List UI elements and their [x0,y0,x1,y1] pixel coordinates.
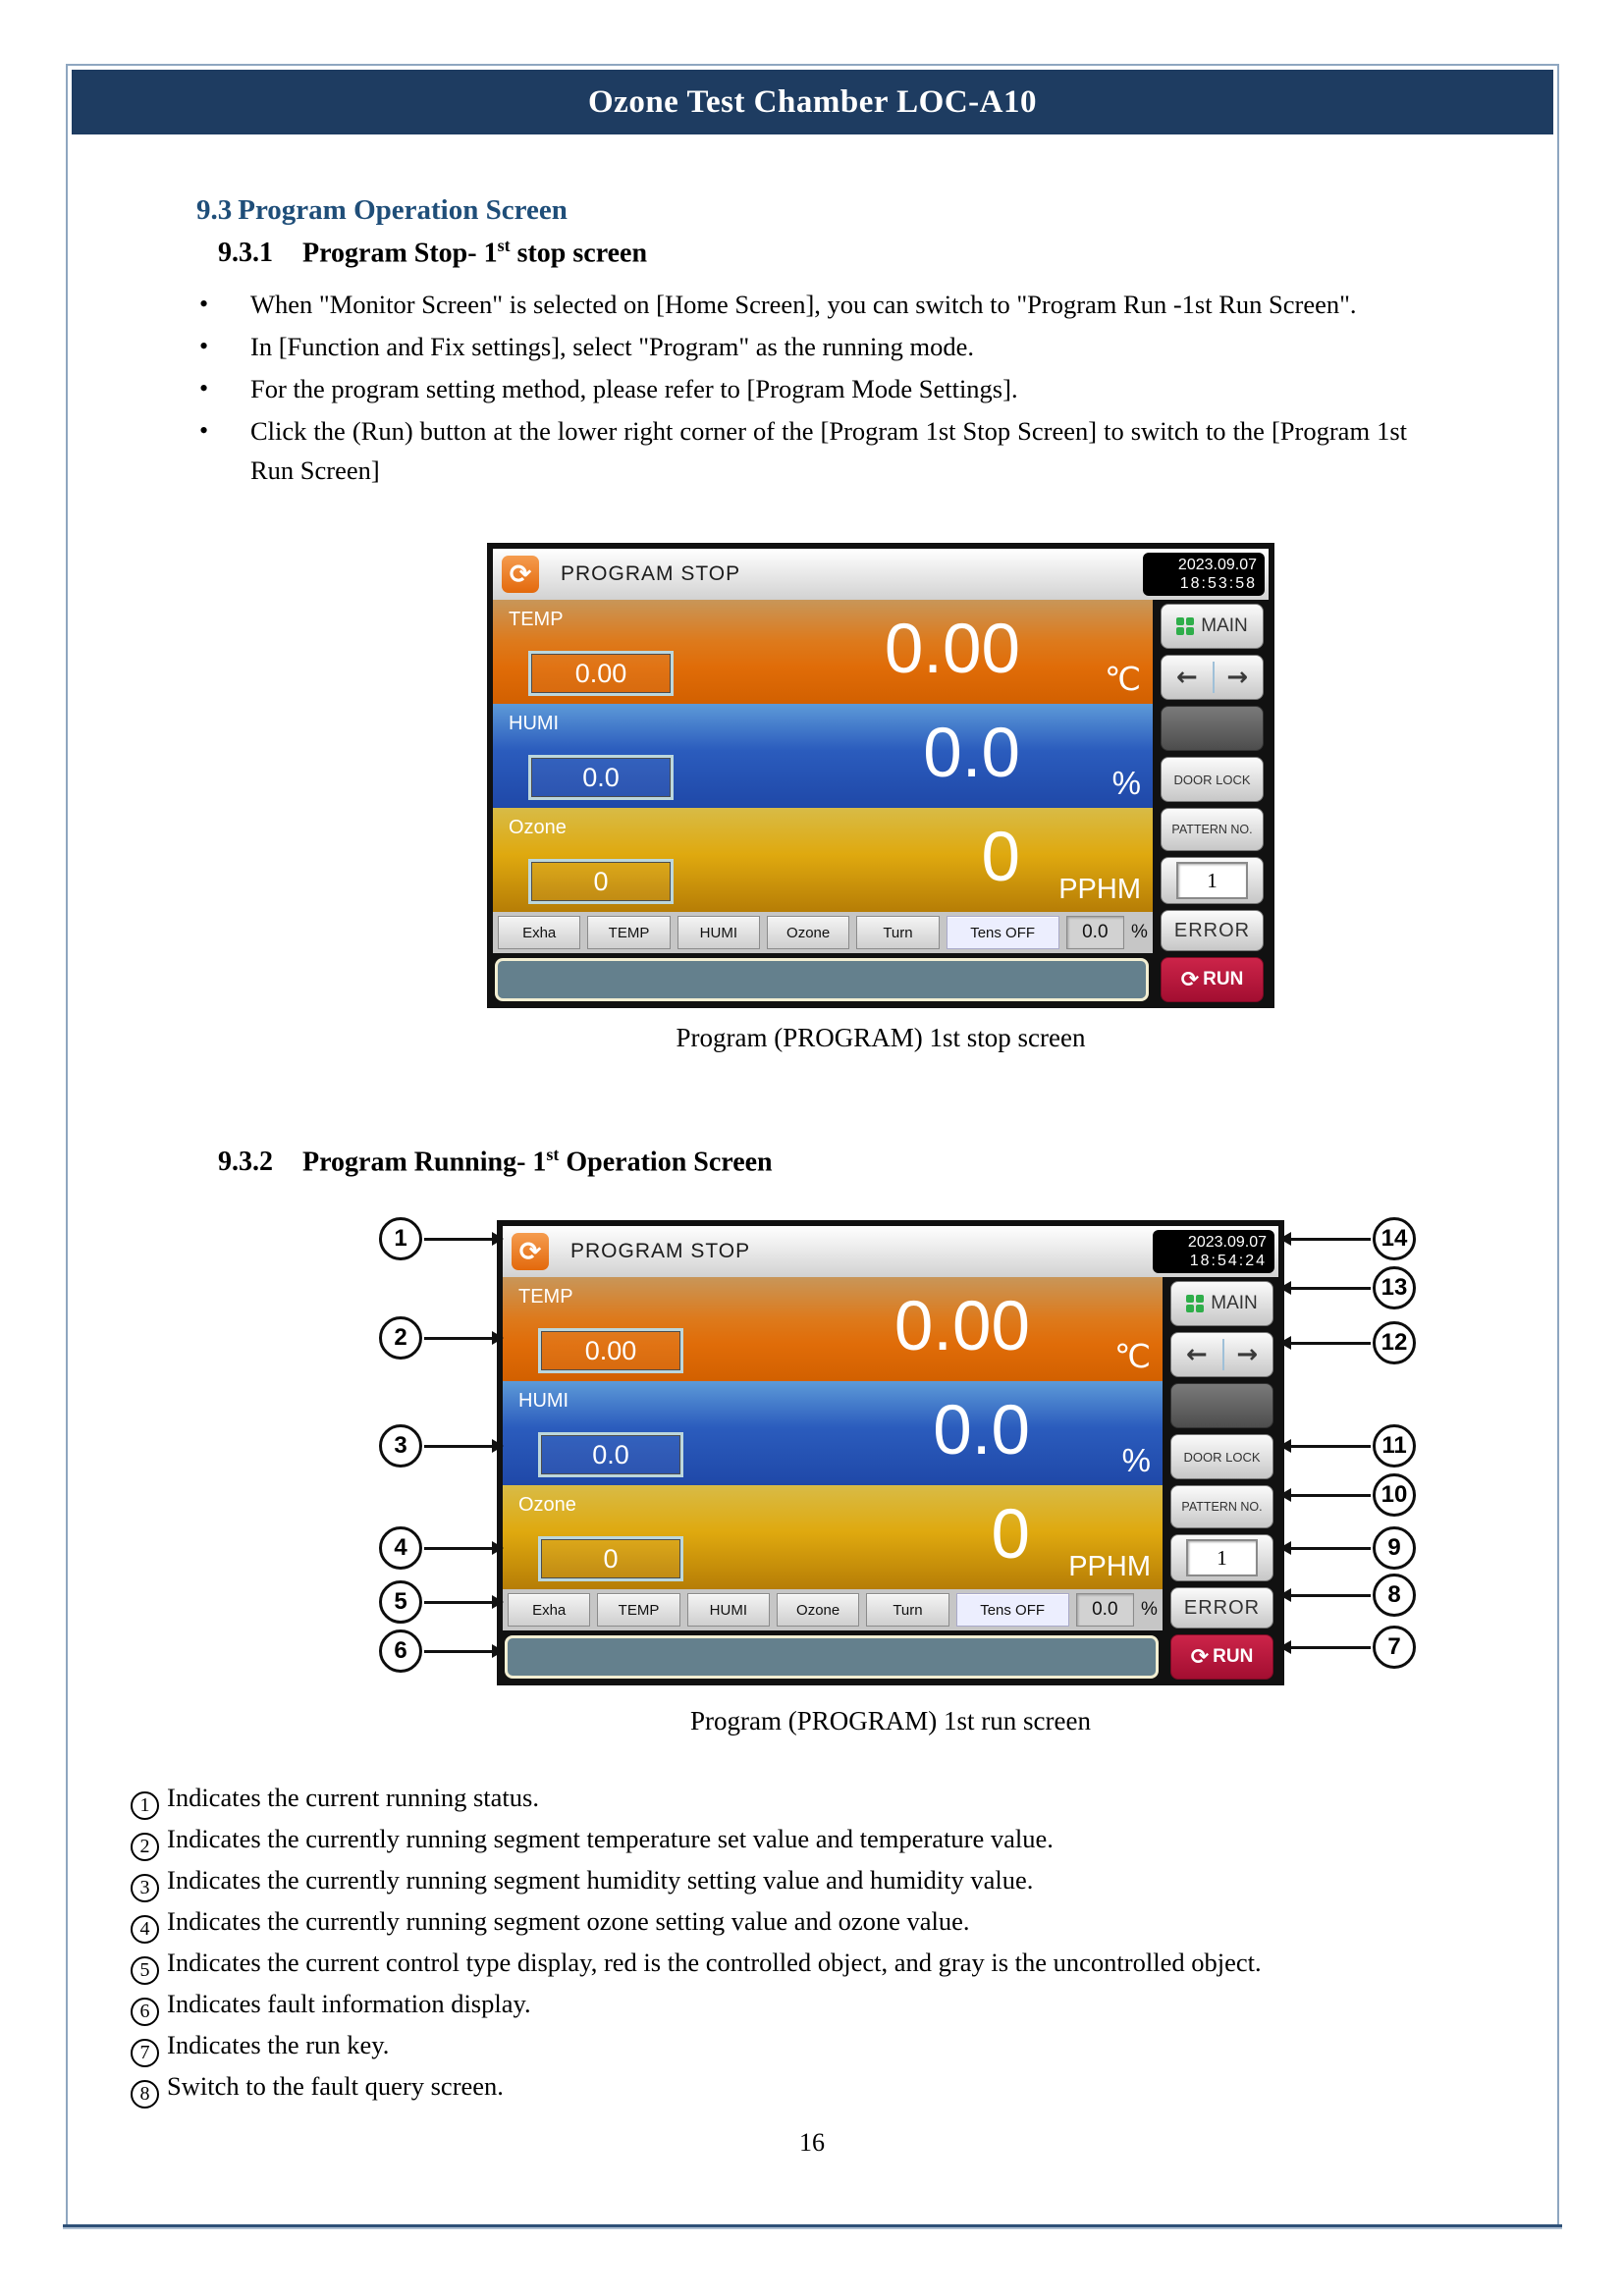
callout-7: 7 [1373,1626,1416,1669]
callout-1: 1 [379,1217,422,1260]
main-grid-icon [1176,617,1194,635]
callout-8: 8 [1373,1574,1416,1617]
note-2: 2 Indicates the currently running segment temperature set value and temperature value. [131,1820,1407,1861]
tens-off-button[interactable]: Tens OFF [947,916,1059,949]
tens-unit: % [1141,1599,1158,1620]
page-arrows-button[interactable] [1161,655,1264,700]
main-grid-icon [1186,1295,1204,1312]
bullet-marker: • [199,374,209,402]
temp-setpoint-box[interactable]: 0.00 [528,651,674,696]
date-text: 2023.09.07 [1187,1234,1267,1251]
right-arrow-icon[interactable]: → [1226,663,1249,692]
callout-6: 6 [379,1629,422,1673]
datetime-display [1143,553,1265,596]
stop-screen-caption: Program (PROGRAM) 1st stop screen [676,1023,1086,1052]
ozone-button[interactable]: Ozone [767,916,849,949]
callout-arrow [1290,1646,1371,1649]
ozone-label: Ozone [518,1494,576,1516]
refresh-icon: ⟳ [502,556,539,593]
main-button[interactable]: MAIN [1170,1281,1273,1326]
note-4: 4 Indicates the currently running segment ozone setting value and ozone value. [131,1902,1407,1944]
run-icon: ⟳ [1180,967,1200,992]
humi-setpoint-box[interactable]: 0.0 [528,755,674,800]
list-item: • Click the (Run) button at the lower right corner of the [Program 1st Stop Screen] to switch to the [Program 1st Run Screen] [199,411,1407,490]
callout-arrow [1290,1494,1371,1497]
program-stop-screenshot [487,543,1274,1008]
door-lock-button[interactable]: DOOR LOCK [1170,1434,1273,1479]
control-type-strip [503,1589,1163,1630]
note-5: 5 Indicates the current control type display, red is the controlled object, and gray is the uncontrolled object. [131,1944,1407,1985]
blank-button [1161,706,1264,751]
temp-band [493,600,1153,704]
page-header-banner [72,70,1553,134]
callout-notes-list [131,1779,1407,2109]
list-item: • For the program setting method, please refer to [Program Mode Settings]. [199,369,1407,408]
ozone-setpoint-box[interactable]: 0 [538,1536,683,1581]
callout-3: 3 [379,1424,422,1468]
callout-arrow [1290,1445,1371,1448]
time-text: 18:53:58 [1179,575,1257,592]
humi-label: HUMI [509,713,560,734]
humi-value: 0.0 [923,715,1020,793]
section-9-3-heading: 9.3 Program Operation Screen [196,194,568,226]
note-3: 3 Indicates the currently running segment humidity setting value and humidity value. [131,1861,1407,1902]
callout-5: 5 [379,1580,422,1624]
ozone-band [503,1485,1163,1589]
note-6: 6 Indicates fault information display. [131,1985,1407,2026]
ozone-unit: PPHM [1068,1551,1151,1582]
callout-arrow [424,1337,493,1340]
temp-button[interactable]: TEMP [597,1593,679,1627]
callout-9: 9 [1373,1526,1416,1570]
exha-button[interactable]: Exha [508,1593,590,1627]
humi-value: 0.0 [933,1392,1030,1470]
temp-label: TEMP [509,609,564,630]
error-button[interactable]: ERROR [1161,910,1264,951]
humi-unit: % [1111,765,1141,801]
turn-button[interactable]: Turn [856,916,939,949]
bullet-marker: • [199,416,209,445]
exha-button[interactable]: Exha [498,916,580,949]
humi-unit: % [1121,1442,1151,1478]
section-9-3-2-heading: 9.3.2 Program Running- 1st Operation Screen [218,1145,773,1178]
program-run-screenshot [497,1220,1284,1685]
datetime-display [1153,1230,1274,1273]
pattern-no-box[interactable] [1161,857,1264,904]
callout-10: 10 [1373,1473,1416,1517]
right-arrow-icon[interactable]: → [1236,1340,1259,1369]
pattern-no-value[interactable]: 1 [1186,1539,1257,1576]
ozone-label: Ozone [509,817,567,838]
humi-band [503,1381,1163,1485]
time-text: 18:54:24 [1189,1253,1267,1269]
callout-14: 14 [1373,1217,1416,1260]
control-type-strip [493,912,1153,953]
humi-setpoint-box[interactable]: 0.0 [538,1432,683,1477]
run-button[interactable]: ⟳ RUN [1161,957,1264,1002]
tens-value: 0.0 [1076,1593,1134,1627]
blank-button [1170,1383,1273,1428]
note-7: 7 Indicates the run key. [131,2026,1407,2067]
callout-arrow [424,1601,493,1604]
refresh-icon: ⟳ [512,1233,549,1270]
callout-arrow [1290,1594,1371,1597]
ozone-button[interactable]: Ozone [777,1593,859,1627]
humi-band [493,704,1153,808]
intro-bullet-list [199,285,1407,493]
list-item: • In [Function and Fix settings], select "Program" as the running mode. [199,327,1407,366]
run-status-label: PROGRAM STOP [561,562,741,585]
section-9-3-1-heading: 9.3.1 Program Stop- 1st stop screen [218,236,648,269]
callout-11: 11 [1373,1424,1416,1468]
callout-arrow [1290,1342,1371,1345]
temp-value: 0.00 [884,611,1020,689]
callout-arrow [424,1547,493,1550]
callout-arrow [1290,1547,1371,1550]
pattern-no-box[interactable] [1170,1534,1273,1581]
humi-button[interactable]: HUMI [687,1593,770,1627]
ozone-band [493,808,1153,912]
side-button-column [1153,600,1269,1002]
callout-arrow [1290,1238,1371,1241]
page-number: 16 [799,2128,825,2157]
temp-setpoint-box[interactable]: 0.00 [538,1328,683,1373]
callout-arrow [1290,1287,1371,1290]
run-screen-caption: Program (PROGRAM) 1st run screen [690,1706,1091,1735]
tens-unit: % [1131,922,1148,942]
error-button[interactable]: ERROR [1170,1587,1273,1629]
fault-info-bar [495,958,1149,1001]
callout-2: 2 [379,1316,422,1360]
temp-unit: ℃ [1113,1338,1151,1374]
temp-value: 0.00 [893,1288,1030,1366]
date-text: 2023.09.07 [1177,557,1257,573]
turn-button[interactable]: Turn [866,1593,948,1627]
run-status-label: PROGRAM STOP [570,1240,751,1262]
list-item: • When "Monitor Screen" is selected on [Home Screen], you can switch to "Program Run -1st Run Screen". [199,285,1407,324]
ozone-setpoint-box[interactable]: 0 [528,859,674,904]
callout-arrow [424,1445,493,1448]
callout-arrow [424,1650,493,1653]
ozone-value: 0 [991,1496,1030,1575]
left-arrow-icon[interactable]: ← [1175,663,1198,692]
pattern-no-button[interactable]: PATTERN NO. [1161,808,1264,851]
note-8: 8 Switch to the fault query screen. [131,2067,1407,2109]
left-arrow-icon[interactable]: ← [1185,1340,1208,1369]
screen-title-bar [493,549,1269,600]
temp-label: TEMP [518,1286,573,1308]
screen-title-bar [503,1226,1278,1277]
callout-4: 4 [379,1526,422,1570]
page-bottom-rule [63,2224,1562,2229]
callout-12: 12 [1373,1321,1416,1364]
side-button-column [1163,1277,1278,1680]
note-1: 1 Indicates the current running status. [131,1779,1407,1820]
ozone-value: 0 [981,819,1020,897]
pattern-no-button[interactable]: PATTERN NO. [1170,1485,1273,1528]
bullet-marker: • [199,290,209,318]
temp-band [503,1277,1163,1381]
temp-unit: ℃ [1104,661,1141,697]
tens-off-button[interactable]: Tens OFF [956,1593,1069,1627]
temp-button[interactable]: TEMP [587,916,670,949]
fault-info-bar [505,1635,1159,1679]
bullet-marker: • [199,332,209,360]
run-button[interactable]: ⟳ RUN [1170,1634,1273,1680]
humi-button[interactable]: HUMI [677,916,760,949]
tens-value: 0.0 [1066,916,1124,949]
door-lock-button[interactable]: DOOR LOCK [1161,757,1264,802]
page-title: Ozone Test Chamber LOC-A10 [588,83,1037,120]
run-icon: ⟳ [1190,1644,1210,1670]
humi-label: HUMI [518,1390,569,1412]
pattern-no-value[interactable]: 1 [1176,862,1247,899]
ozone-unit: PPHM [1058,874,1141,905]
callout-13: 13 [1373,1266,1416,1309]
page-arrows-button[interactable] [1170,1332,1273,1377]
main-button[interactable]: MAIN [1161,604,1264,649]
callout-arrow [424,1238,493,1241]
